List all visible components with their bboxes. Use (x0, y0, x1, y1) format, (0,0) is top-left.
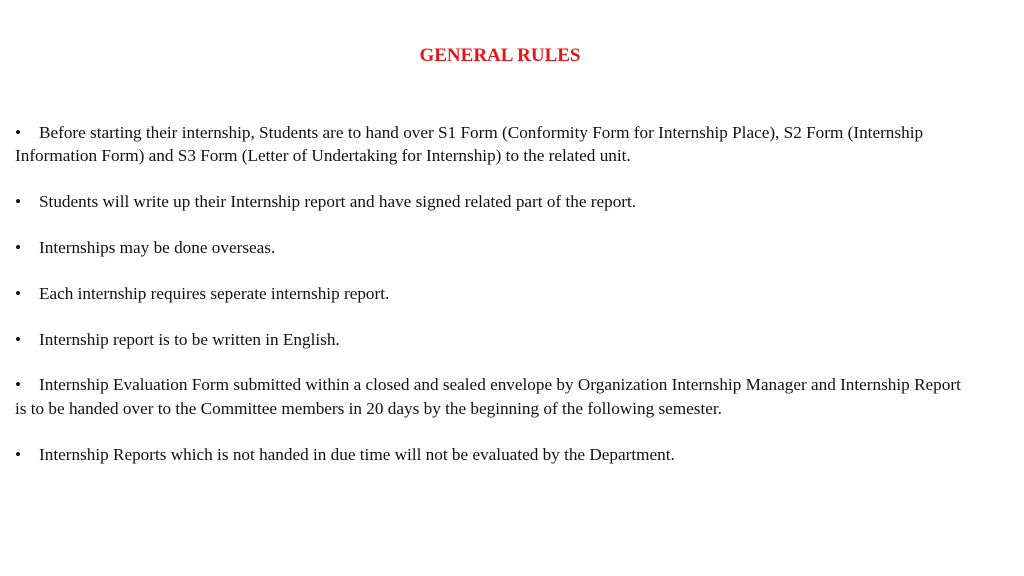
bullet-icon: • (15, 123, 22, 142)
rule-item (15, 373, 975, 420)
rule-item (15, 190, 975, 213)
rule-text: Each internship requires seperate internship report. (39, 283, 390, 303)
rule-item (15, 282, 975, 305)
rule-text: Before starting their internship, Students are to hand over S1 Form (Conformity Form for Internship Place), S2 Form (Internship Information Form) and S3 Form (Letter of Undertaking for Internship) to the related unit. (15, 123, 924, 166)
bullet-icon: • (15, 238, 22, 257)
bullet-icon: • (15, 283, 22, 303)
bullet-icon: • (15, 375, 22, 395)
rule-text: Internship Reports which is not handed in due time will not be evaluated by the Department. (39, 444, 675, 464)
rule-text: Internships may be done overseas. (39, 238, 276, 257)
rules-list (15, 121, 975, 488)
rule-item (15, 236, 975, 259)
slide-title: GENERAL RULES (419, 45, 581, 66)
rule-item (15, 328, 975, 351)
rule-item (15, 443, 975, 466)
bullet-icon: • (15, 192, 22, 212)
rule-text: Internship Evaluation Form submitted within a closed and sealed envelope by Organization Internship Manager and Internship Report is to be handed over to the Committee members in 20 days by the beginning of the following semester. (15, 375, 961, 418)
bullet-icon: • (15, 329, 22, 349)
rule-item (15, 121, 975, 168)
rule-text: Internship report is to be written in English. (39, 329, 340, 349)
rule-text: Students will write up their Internship report and have signed related part of the report. (39, 192, 637, 212)
bullet-icon: • (15, 444, 22, 464)
